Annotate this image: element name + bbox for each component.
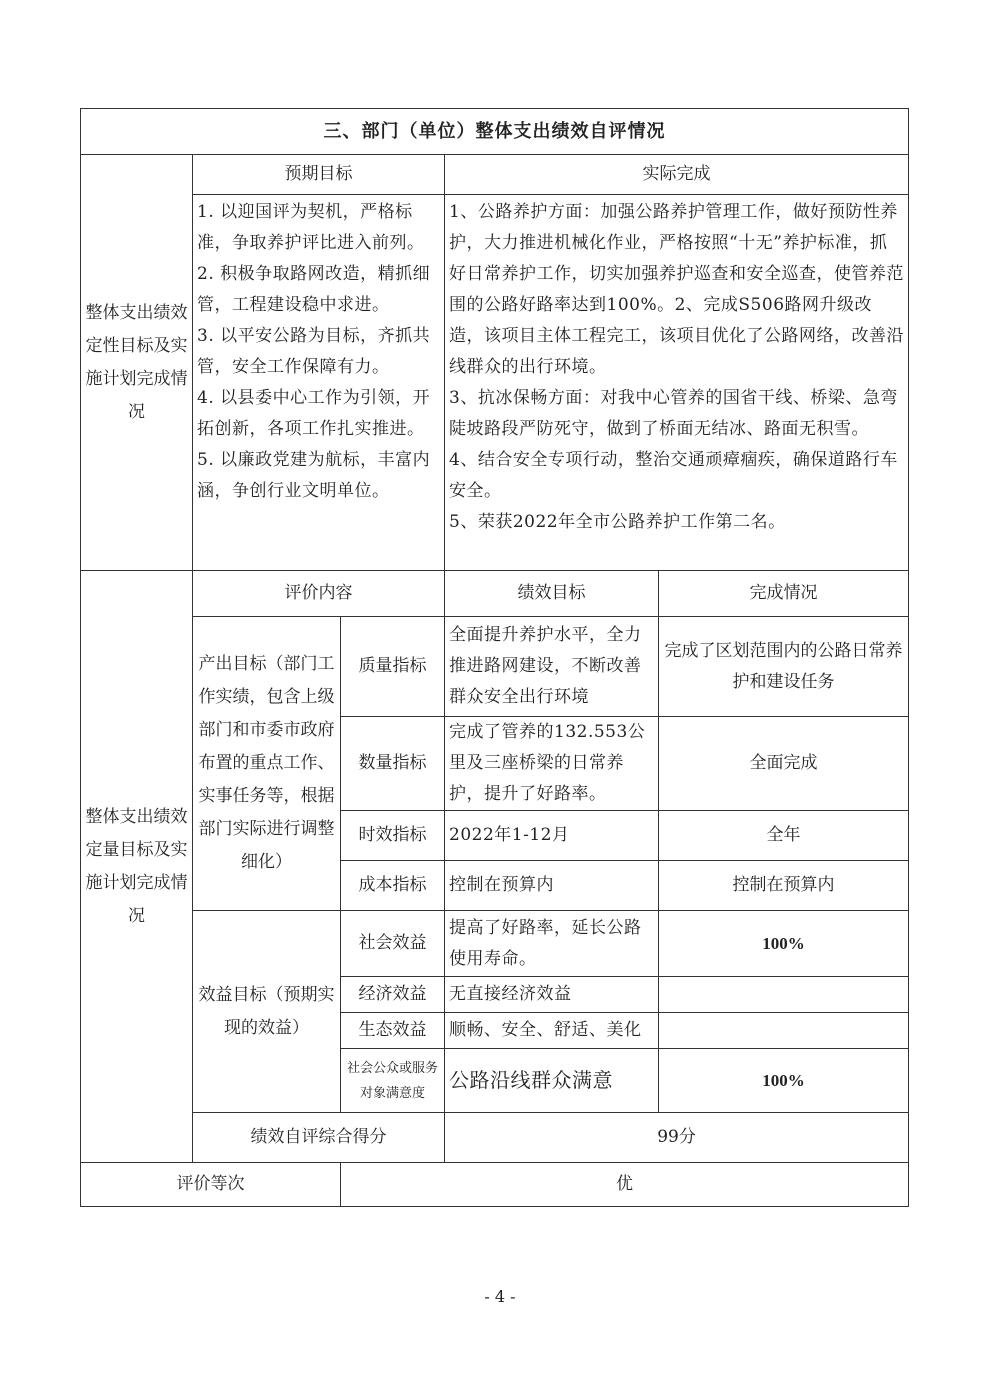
- indicator-label: 经济效益: [341, 977, 445, 1013]
- actual-item: 4、结合安全专项行动，整治交通顽瘴痼疾，确保道路行车安全。: [449, 450, 898, 501]
- expected-item: 3. 以平安公路为目标，齐抓共管，安全工作保障有力。: [197, 326, 431, 377]
- performance-table: [80, 108, 909, 1207]
- expected-item: 2. 积极争取路网改造，精抓细管，工程建设稳中求进。: [197, 264, 431, 315]
- result-cell: 完成了区划范围内的公路日常养护和建设任务: [659, 617, 909, 717]
- grade-label: 评价等次: [81, 1163, 341, 1207]
- result-cell: 控制在预算内: [659, 861, 909, 911]
- expected-goal-header: 预期目标: [193, 155, 445, 195]
- target-cell: 完成了管养的132.553公里及三座桥梁的日常养护，提升了好路率。: [445, 717, 659, 811]
- target-cell: 2022年1-12月: [445, 811, 659, 861]
- output-goal-label: 产出目标（部门工作实绩，包含上级部门和市委市政府布置的重点工作、实事任务等，根据部门实际进行调整细化）: [193, 617, 341, 911]
- target-cell: 提高了好路率，延长公路使用寿命。: [445, 911, 659, 977]
- indicator-label: 时效指标: [341, 811, 445, 861]
- indicator-label: 社会公众或服务对象满意度: [341, 1049, 445, 1113]
- performance-target-header: 绩效目标: [445, 571, 659, 617]
- target-cell: 全面提升养护水平，全力推进路网建设，不断改善群众安全出行环境: [445, 617, 659, 717]
- indicator-label: 生态效益: [341, 1013, 445, 1049]
- score-value: 99分: [445, 1113, 909, 1163]
- indicator-label: 质量指标: [341, 617, 445, 717]
- score-label: 绩效自评综合得分: [193, 1113, 445, 1163]
- expected-item: 5. 以廉政党建为航标，丰富内涵，争创行业文明单位。: [197, 450, 431, 501]
- indicator-label: 成本指标: [341, 861, 445, 911]
- result-cell: [659, 977, 909, 1013]
- target-cell: 控制在预算内: [445, 861, 659, 911]
- completion-status-header: 完成情况: [659, 571, 909, 617]
- target-cell: 公路沿线群众满意: [445, 1049, 659, 1113]
- evaluation-content-header: 评价内容: [193, 571, 445, 617]
- actual-item: 3、抗冰保畅方面：对我中心管养的国省干线、桥梁、急弯陡坡路段严防死守，做到了桥面无结冰、路面无积雪。: [449, 388, 898, 439]
- expected-item: 4. 以县委中心工作为引领，开拓创新，各项工作扎实推进。: [197, 388, 431, 439]
- quantitative-row-label: 整体支出绩效定量目标及实施计划完成情况: [81, 571, 193, 1163]
- target-cell: 顺畅、安全、舒适、美化: [445, 1013, 659, 1049]
- expected-item: 1. 以迎国评为契机，严格标准，争取养护评比进入前列。: [197, 202, 425, 253]
- indicator-label: 数量指标: [341, 717, 445, 811]
- expected-goals-cell: [193, 195, 445, 571]
- grade-value: 优: [341, 1163, 909, 1207]
- qualitative-row-label: 整体支出绩效定性目标及实施计划完成情况: [81, 155, 193, 571]
- result-cell: 全面完成: [659, 717, 909, 811]
- result-cell: 100%: [659, 911, 909, 977]
- result-cell: 全年: [659, 811, 909, 861]
- result-cell: [659, 1013, 909, 1049]
- actual-item: 1、公路养护方面：加强公路养护管理工作，做好预防性养护，大力推进机械化作业，严格按照“十无”养护标准，抓好日常养护工作，切实加强养护巡查和安全巡查，使管养范围的公路好路率达到100%。2、完成S506路网升级改造，该项目主体工程完工，该项目优化了公路网络，改善沿线群众的出行环境。: [449, 202, 904, 377]
- indicator-label: 社会效益: [341, 911, 445, 977]
- actual-completion-cell: [445, 195, 909, 571]
- page-number: - 4 -: [484, 1287, 516, 1306]
- actual-completion-header: 实际完成: [445, 155, 909, 195]
- result-cell: 100%: [659, 1049, 909, 1113]
- benefit-goal-label: 效益目标（预期实现的效益）: [193, 911, 341, 1113]
- target-cell: 无直接经济效益: [445, 977, 659, 1013]
- actual-item: 5、荣获2022年全市公路养护工作第二名。: [449, 512, 786, 532]
- section-title: 三、部门（单位）整体支出绩效自评情况: [81, 109, 909, 155]
